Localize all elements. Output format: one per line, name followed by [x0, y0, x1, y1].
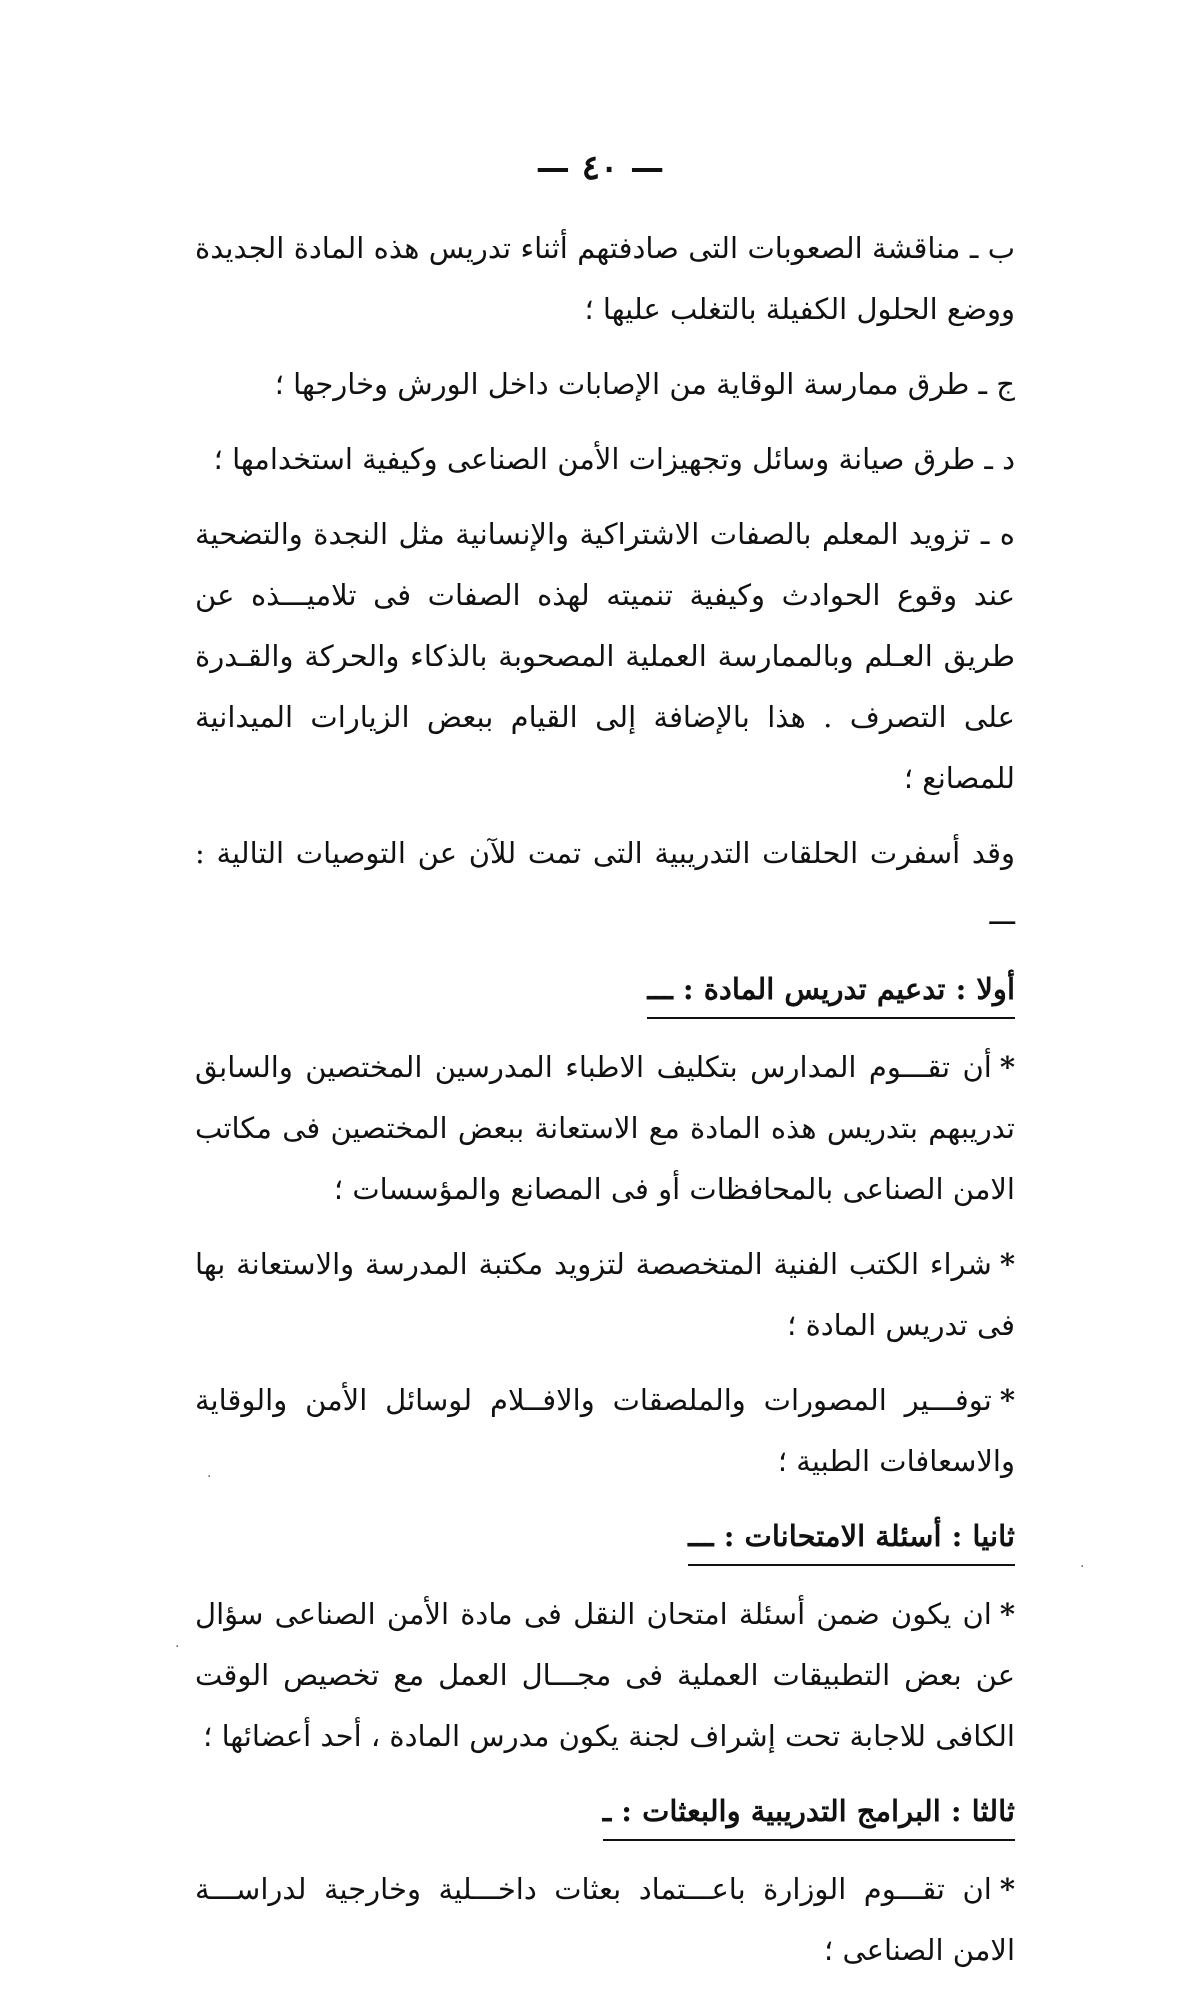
bullet-star-icon: *	[999, 1050, 1015, 1084]
bullet-star-icon: *	[999, 1597, 1015, 1631]
bullet-star-icon: *	[999, 1247, 1015, 1281]
section-3-bullet	[195, 1859, 1015, 1981]
section-2-heading: ثانيا : أسئلة الامتحانات : ـــ	[688, 1514, 1015, 1566]
section-3-bullet-text: ان تقـــوم الوزارة باعـــتماد بعثات داخـــلية وخارجية لدراســـة الامن الصناعى ؛	[195, 1872, 1015, 1967]
item-j: ج ـ طرق ممارسة الوقاية من الإصابات داخل الورش وخارجها ؛	[274, 367, 1015, 401]
section-2-bullet	[195, 1584, 1015, 1767]
page-body	[195, 218, 1015, 1995]
section-1-bullet-text: توفـــير المصورات والملصقات والافــلام لوسائل الأمن والوقاية والاسعافات الطبية ؛	[195, 1383, 1015, 1478]
item-d: د ـ طرق صيانة وسائل وتجهيزات الأمن الصناعى وكيفية استخدامها ؛	[213, 442, 1015, 476]
section-3	[195, 1781, 1015, 1859]
bullet-star-icon: *	[999, 1872, 1015, 1906]
section-1-heading: أولا : تدعيم تدريس المادة : ـــ	[647, 967, 1015, 1019]
item-h: ه ـ تزويد المعلم بالصفات الاشتراكية والإنسانية مثل النجدة والتضحية عند وقوع الحوادث وكيفية تنميته لهذه الصفات فى تلاميـــذه عن طريق العـلم وبالممارسة العملية المصحوبة بالذكاء والحركة والقـدرة على التصرف . هذا بالإضافة إلى القيام ببعض الزيارات الميدانية للمصانع ؛	[195, 517, 1015, 795]
page-number: — ٤٠ —	[535, 148, 665, 188]
scan-speck: ·	[207, 1469, 212, 1485]
section-2-bullet-text: ان يكون ضمن أسئلة امتحان النقل فى مادة الأمن الصناعى سؤال عن بعض التطبيقات العملية فى مجـــال العمل مع تخصيص الوقت الكافى للاجابة تحت إشراف لجنة يكون مدرس المادة ، أحد أعضائها ؛	[195, 1597, 1015, 1753]
section-1	[195, 959, 1015, 1037]
bullet-star-icon: *	[999, 1383, 1015, 1417]
section-1-bullet	[195, 1234, 1015, 1356]
section-3-heading: ثالثا : البرامج التدريبية والبعثات : ـ	[603, 1789, 1015, 1841]
section-1-bullet-text: أن تقـــوم المدارس بتكليف الاطباء المدرسين المختصين والسابق تدريبهم بتدريس هذه المادة مع الاستعانة ببعض المختصين فى مكاتب الامن الصناعى بالمحافظات أو فى المصانع والمؤسسات ؛	[195, 1050, 1015, 1206]
item-b: ب ـ مناقشة الصعوبات التى صادفتهم أثناء تدريس هذه المادة الجديدة ووضع الحلول الكفيلة بالتغلب عليها ؛	[195, 231, 1015, 326]
section-1-bullet	[195, 1037, 1015, 1220]
scan-speck: ·	[175, 1639, 180, 1655]
scan-speck: ·	[1080, 1559, 1085, 1575]
section-1-bullet-text: شراء الكتب الفنية المتخصصة لتزويد مكتبة المدرسة والاستعانة بها فى تدريس المادة ؛	[195, 1247, 1015, 1342]
recommendations-intro: وقد أسفرت الحلقات التدريبية التى تمت للآن عن التوصيات التالية : ـــ	[195, 836, 1015, 931]
section-2	[195, 1506, 1015, 1584]
section-1-bullet	[195, 1370, 1015, 1492]
